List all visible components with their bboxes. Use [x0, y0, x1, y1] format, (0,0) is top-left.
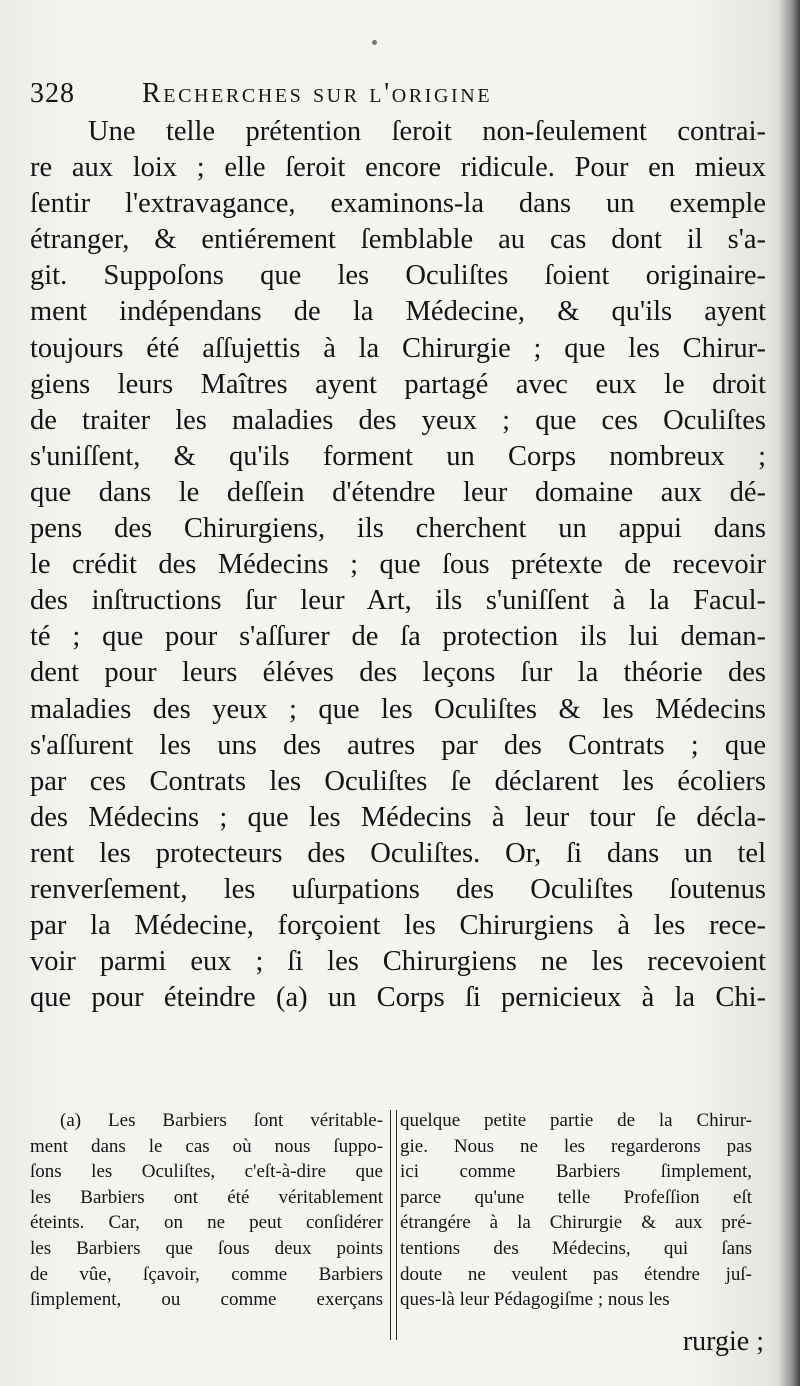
footnote [30, 1108, 770, 1368]
running-title: Recherches sur l'origine [142, 78, 493, 109]
text-line: rent les protecteurs des Oculiſtes. Or, ſi dans un tel [30, 837, 766, 869]
text-line: voir parmi eux ; ſi les Chirurgiens ne les recevoient [30, 946, 766, 978]
catchword: rurgie ; [682, 1326, 764, 1357]
page-header [30, 78, 770, 118]
text-line: s'uniſſent, & qu'ils forment un Corps nombreux ; [30, 440, 766, 472]
text-line: ſentir l'extravagance, examinons-la dans un exemple [30, 188, 766, 220]
text-line: s'aſſurent les uns des autres par des Contrats ; que [30, 729, 766, 761]
text-line: gie. Nous ne les regarderons pas [400, 1135, 752, 1157]
text-line: étranger, & entiérement ſemblable au cas dont il s'a- [30, 224, 766, 256]
text-line: par ces Contrats les Oculiſtes ſe déclarent les écoliers [30, 765, 766, 797]
text-line: renverſement, les uſurpations des Oculiſtes ſoutenus [30, 873, 766, 905]
text-line: les Barbiers que ſous deux points [30, 1237, 383, 1259]
text-line: des Médecins ; que les Médecins à leur tour ſe décla- [30, 801, 766, 833]
text-line: que dans le deſſein d'étendre leur domaine aux dé- [30, 476, 766, 508]
text-line: toujours été aſſujettis à la Chirurgie ; que les Chirur- [30, 332, 766, 364]
text-line: éteints. Car, on ne peut conſidérer [30, 1212, 383, 1234]
text-line: pens des Chirurgiens, ils cherchent un appui dans [30, 513, 766, 545]
text-line: de vûe, ſçavoir, comme Barbiers [30, 1263, 383, 1285]
page-gutter-shadow [778, 0, 800, 1386]
text-line: tentions des Médecins, qui ſans [400, 1237, 752, 1259]
text-line: maladies des yeux ; que les Oculiſtes & les Médecins [30, 693, 766, 725]
text-line: doute ne veulent pas étendre juſ- [400, 1263, 752, 1285]
paper-speck [372, 40, 377, 45]
text-line: ici comme Barbiers ſimplement, [400, 1161, 752, 1183]
text-line: ques-là leur Pédagogiſme ; nous les [400, 1289, 670, 1311]
page-number: 328 [30, 78, 75, 109]
text-line: ment indépendans de la Médecine, & qu'ils ayent [30, 296, 766, 328]
column-divider [390, 1110, 397, 1340]
text-line: re aux loix ; elle ſeroit encore ridicule. Pour en mieux [30, 152, 766, 184]
footnote-left-column [30, 1108, 383, 1313]
text-line: parce qu'une telle Profeſſion eſt [400, 1186, 752, 1208]
text-line: quelque petite partie de la Chirur- [400, 1110, 752, 1131]
main-text [30, 114, 766, 1016]
text-line: (a) Les Barbiers ſont véritable- [60, 1110, 383, 1131]
text-line: ſimplement, ou comme exerçans [30, 1289, 383, 1311]
text-line: étrangére à la Chirurgie & aux pré- [400, 1212, 752, 1234]
text-line: dent pour leurs éléves des leçons ſur la théorie des [30, 657, 766, 689]
text-line: des inſtructions ſur leur Art, ils s'uniſſent à la Facul- [30, 585, 766, 617]
text-line: les Barbiers ont été véritablement [30, 1186, 383, 1208]
text-line: ſons les Oculiſtes, c'eſt-à-dire que [30, 1161, 383, 1183]
text-line: par la Médecine, forçoient les Chirurgiens à les rece- [30, 910, 766, 942]
text-line: le crédit des Médecins ; que ſous prétexte de recevoir [30, 549, 766, 581]
text-line: ment dans le cas où nous ſuppo- [30, 1135, 383, 1157]
text-line: de traiter les maladies des yeux ; que ces Oculiſtes [30, 404, 766, 436]
text-line: que pour éteindre (a) un Corps ſi pernicieux à la Chi- [30, 982, 766, 1014]
text-line: té ; que pour s'aſſurer de ſa protection ils lui deman- [30, 621, 766, 653]
footnote-right-column [400, 1108, 752, 1313]
text-line: git. Suppoſons que les Oculiſtes ſoient originaire- [30, 260, 766, 292]
text-line: Une telle prétention ſeroit non-ſeulement contrai- [88, 116, 766, 147]
text-line: giens leurs Maîtres ayent partagé avec eux le droit [30, 368, 766, 400]
